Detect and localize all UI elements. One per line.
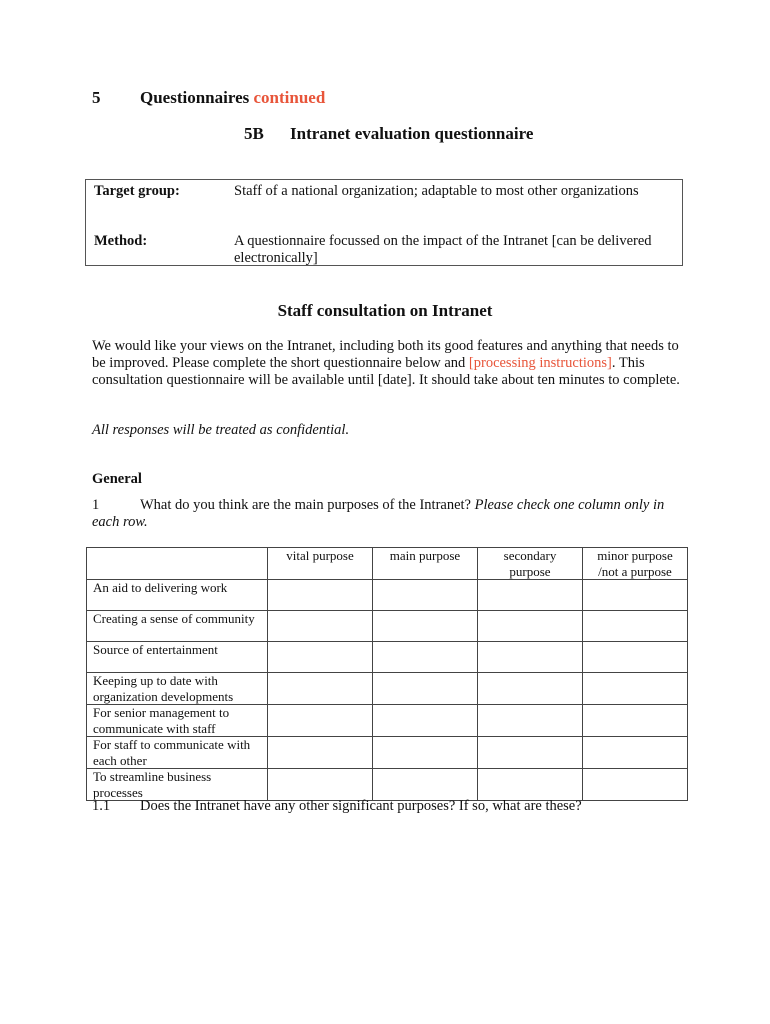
consultation-title: Staff consultation on Intranet bbox=[277, 301, 493, 320]
info-value: A questionnaire focussed on the impact of the Intranet [can be delivered electronically] bbox=[234, 233, 652, 266]
intro-paragraph bbox=[92, 338, 682, 389]
processing-instructions-placeholder: [processing instructions] bbox=[468, 355, 612, 371]
answer-cell[interactable] bbox=[373, 580, 478, 611]
table-row bbox=[87, 769, 688, 801]
answer-cell[interactable] bbox=[478, 580, 583, 611]
intro-text-start: We would like your views on the Intranet, including both its good features and anything that needs to be improved. Please complete the short questionnaire below and bbox=[92, 338, 679, 371]
answer-cell[interactable] bbox=[373, 769, 478, 801]
answer-cell[interactable] bbox=[268, 580, 373, 611]
question-number: 1 bbox=[92, 497, 100, 513]
row-label: Creating a sense of community bbox=[87, 611, 268, 642]
row-label: For staff to communicate with each other bbox=[87, 737, 268, 769]
subsection-heading bbox=[244, 124, 533, 144]
answer-cell[interactable] bbox=[373, 611, 478, 642]
answer-cell[interactable] bbox=[268, 737, 373, 769]
intro-text-end: . This consultation questionnaire will be available until [date]. It should take about ten minutes to complete. bbox=[92, 355, 680, 388]
info-value: Staff of a national organization; adaptable to most other organizations bbox=[234, 183, 639, 199]
info-box bbox=[85, 179, 683, 266]
purposes-table bbox=[86, 547, 688, 801]
row-label: An aid to delivering work bbox=[87, 580, 268, 611]
answer-cell[interactable] bbox=[478, 737, 583, 769]
section-title: Questionnaires bbox=[140, 88, 250, 107]
row-label: For senior management to communicate with staff bbox=[87, 705, 268, 737]
answer-cell[interactable] bbox=[583, 737, 688, 769]
answer-cell[interactable] bbox=[268, 642, 373, 673]
question-instruction: Please check one column only in each row. bbox=[92, 497, 665, 530]
answer-cell[interactable] bbox=[478, 611, 583, 642]
answer-cell[interactable] bbox=[478, 642, 583, 673]
confidentiality-note: All responses will be treated as confidential. bbox=[92, 422, 350, 438]
table-header-row bbox=[87, 548, 688, 580]
answer-cell[interactable] bbox=[583, 611, 688, 642]
section-continued: continued bbox=[253, 88, 326, 107]
general-heading: General bbox=[92, 471, 142, 487]
column-header: vital purpose bbox=[268, 548, 373, 580]
table-row bbox=[87, 705, 688, 737]
table-row bbox=[87, 611, 688, 642]
answer-cell[interactable] bbox=[478, 673, 583, 705]
answer-cell[interactable] bbox=[268, 611, 373, 642]
column-header: main purpose bbox=[373, 548, 478, 580]
answer-cell[interactable] bbox=[268, 673, 373, 705]
table-row bbox=[87, 673, 688, 705]
answer-cell[interactable] bbox=[373, 737, 478, 769]
question-number: 1.1 bbox=[92, 798, 111, 814]
answer-cell[interactable] bbox=[583, 673, 688, 705]
info-label: Method: bbox=[94, 233, 148, 249]
answer-cell[interactable] bbox=[478, 769, 583, 801]
answer-cell[interactable] bbox=[373, 642, 478, 673]
answer-cell[interactable] bbox=[583, 769, 688, 801]
question-text: What do you think are the main purposes of the Intranet? bbox=[140, 497, 475, 513]
answer-cell[interactable] bbox=[583, 705, 688, 737]
section-heading bbox=[92, 88, 325, 108]
answer-cell[interactable] bbox=[268, 705, 373, 737]
section-number: 5 bbox=[92, 88, 101, 107]
table-row bbox=[87, 580, 688, 611]
subsection-number: 5B bbox=[244, 124, 264, 143]
question-1 bbox=[92, 497, 682, 531]
subsection-title: Intranet evaluation questionnaire bbox=[290, 124, 534, 143]
answer-cell[interactable] bbox=[583, 580, 688, 611]
header-blank bbox=[87, 548, 268, 580]
row-label: Keeping up to date with organization developments bbox=[87, 673, 268, 705]
answer-cell[interactable] bbox=[373, 673, 478, 705]
question-text: Does the Intranet have any other significant purposes? If so, what are these? bbox=[140, 798, 582, 814]
info-label: Target group: bbox=[94, 183, 180, 199]
question-1-1 bbox=[92, 798, 582, 815]
answer-cell[interactable] bbox=[478, 705, 583, 737]
column-header: secondary purpose bbox=[478, 548, 583, 580]
answer-cell[interactable] bbox=[268, 769, 373, 801]
row-label: Source of entertainment bbox=[87, 642, 268, 673]
row-label: To streamline business processes bbox=[87, 769, 268, 801]
table-row bbox=[87, 737, 688, 769]
column-header: minor purpose /not a purpose bbox=[583, 548, 688, 580]
answer-cell[interactable] bbox=[373, 705, 478, 737]
answer-cell[interactable] bbox=[583, 642, 688, 673]
table-row bbox=[87, 642, 688, 673]
